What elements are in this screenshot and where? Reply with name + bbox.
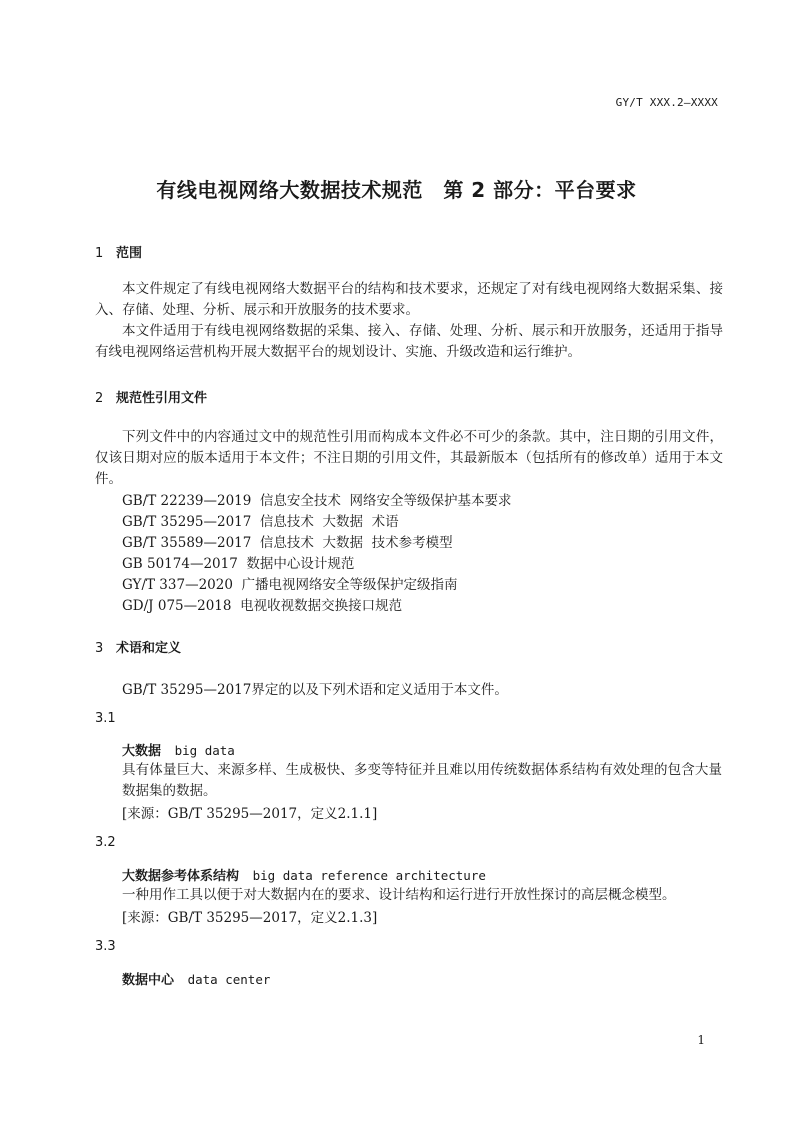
term-name [122,969,270,988]
section-title: 范围 [116,246,143,261]
term-number: 3.1 [95,711,116,726]
scope-paragraph-1: 本文件规定了有线电视网络大数据平台的结构和技术要求，还规定了对有线电视网络大数据采集、接入、存储、处理、分析、展示和开放服务的技术要求。 [95,281,723,318]
term-source: [来源：GB/T 35295—2017，定义2.1.3] [122,910,378,926]
reference-item: GY/T 337—2020 广播电视网络安全等级保护定级指南 [122,577,458,593]
reference-item: GB/T 22239—2019 信息安全技术 网络安全等级保护基本要求 [122,493,512,509]
section-title: 规范性引用文件 [116,391,208,406]
term-definition: 具有体量巨大、来源多样、生成极快、多变等特征并且难以用传统数据体系结构有效处理的包含大量数据集的数据。 [122,762,722,799]
term-definition: 一种用作工具以便于对大数据内在的要求、设计结构和运行进行开放性探讨的高层概念模型。 [122,887,676,903]
reference-item: GD/J 075—2018 电视收视数据交换接口规范 [122,598,403,614]
term-number: 3.2 [95,835,116,850]
section-heading-normative-references [95,387,207,406]
standard-code: GY/T XXX.2—XXXX [615,96,718,109]
term-name-zh: 大数据参考体系结构 [122,869,240,884]
term-name-en: big data [174,743,235,758]
section-number: 3 [95,641,104,656]
reference-item: GB/T 35295—2017 信息技术 大数据 术语 [122,514,399,530]
section-heading-terms [95,637,181,656]
section-number: 2 [95,391,104,406]
reference-item: GB/T 35589—2017 信息技术 大数据 技术参考模型 [122,535,453,551]
term-name [122,865,486,884]
scope-paragraph-2: 本文件适用于有线电视网络数据的采集、接入、存储、处理、分析、展示和开放服务，还适用于指导有线电视网络运营机构开展大数据平台的规划设计、实施、升级改造和运行维护。 [95,323,723,360]
term-name-zh: 大数据 [122,744,162,759]
term-number: 3.3 [95,939,116,954]
section-number: 1 [95,246,104,261]
section-heading-scope [95,242,142,261]
document-title: 有线电视网络大数据技术规范 第 2 部分：平台要求 [156,178,637,202]
term-name-en: data center [187,972,271,987]
page-number: 1 [697,1033,705,1047]
terms-intro: GB/T 35295—2017界定的以及下列术语和定义适用于本文件。 [122,682,508,698]
term-name-zh: 数据中心 [122,973,175,988]
section-title: 术语和定义 [116,641,182,656]
reference-item: GB 50174—2017 数据中心设计规范 [122,556,355,572]
term-source: [来源：GB/T 35295—2017，定义2.1.1] [122,806,378,822]
term-name [122,740,235,759]
term-name-en: big data reference architecture [252,868,486,883]
normative-references-intro: 下列文件中的内容通过文中的规范性引用而构成本文件必不可少的条款。其中，注日期的引用文件，仅该日期对应的版本适用于本文件；不注日期的引用文件，其最新版本（包括所有的修改单）适用于本文件。 [95,429,723,487]
